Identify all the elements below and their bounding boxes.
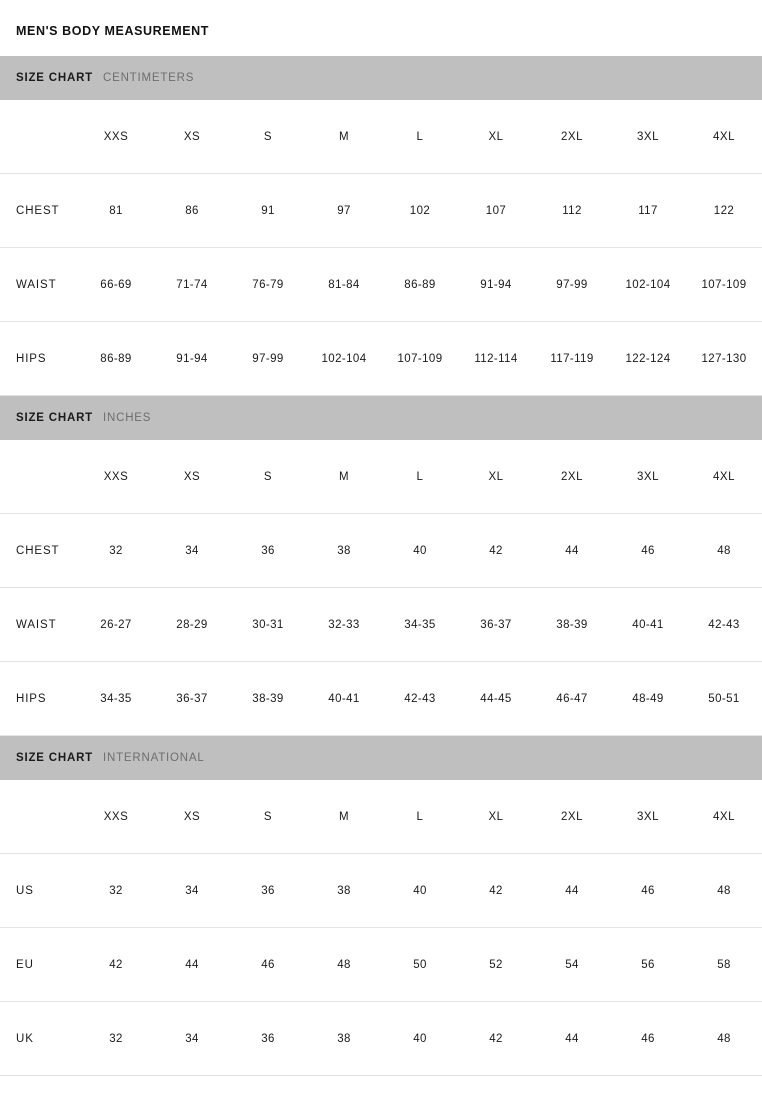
table-cell: 40-41 xyxy=(306,662,382,736)
table-cell: 36-37 xyxy=(458,588,534,662)
row-label: EU xyxy=(0,928,78,1002)
size-chart-section-international xyxy=(0,736,762,1076)
table-cell: 91-94 xyxy=(154,322,230,396)
column-header: XL xyxy=(458,440,534,514)
section-header-unit: CENTIMETERS xyxy=(103,72,195,84)
table-cell: 28-29 xyxy=(154,588,230,662)
table-cell: 48 xyxy=(686,1002,762,1076)
table-cell: 36 xyxy=(230,514,306,588)
table-cell: 86-89 xyxy=(382,248,458,322)
table-cell: 102-104 xyxy=(610,248,686,322)
column-header: M xyxy=(306,100,382,174)
table-cell: 38 xyxy=(306,514,382,588)
table-row xyxy=(0,322,762,396)
row-label: HIPS xyxy=(0,322,78,396)
table-cell: 46 xyxy=(610,854,686,928)
table-cell: 50-51 xyxy=(686,662,762,736)
table-cell: 44 xyxy=(534,854,610,928)
column-header: S xyxy=(230,440,306,514)
table-cell: 91 xyxy=(230,174,306,248)
column-header: M xyxy=(306,780,382,854)
column-header xyxy=(0,100,78,174)
table-cell: 56 xyxy=(610,928,686,1002)
column-header: XS xyxy=(154,440,230,514)
table-cell: 127-130 xyxy=(686,322,762,396)
table-cell: 48 xyxy=(686,514,762,588)
table-cell: 86-89 xyxy=(78,322,154,396)
column-header: 4XL xyxy=(686,100,762,174)
table-cell: 36-37 xyxy=(154,662,230,736)
table-cell: 40 xyxy=(382,854,458,928)
table-row xyxy=(0,928,762,1002)
column-header: 3XL xyxy=(610,780,686,854)
table-cell: 38 xyxy=(306,1002,382,1076)
table-cell: 46-47 xyxy=(534,662,610,736)
table-cell: 40 xyxy=(382,514,458,588)
table-cell: 76-79 xyxy=(230,248,306,322)
table-cell: 58 xyxy=(686,928,762,1002)
table-row xyxy=(0,248,762,322)
table-cell: 71-74 xyxy=(154,248,230,322)
column-header: S xyxy=(230,100,306,174)
table-cell: 122 xyxy=(686,174,762,248)
section-header-international xyxy=(0,736,762,780)
table-cell: 30-31 xyxy=(230,588,306,662)
table-cell: 97 xyxy=(306,174,382,248)
table-row xyxy=(0,514,762,588)
size-chart-section-centimeters xyxy=(0,56,762,396)
table-cell: 42 xyxy=(458,854,534,928)
table-cell: 97-99 xyxy=(230,322,306,396)
section-header-inches xyxy=(0,396,762,440)
table-cell: 44 xyxy=(534,514,610,588)
table-cell: 81-84 xyxy=(306,248,382,322)
table-cell: 102-104 xyxy=(306,322,382,396)
column-header: L xyxy=(382,440,458,514)
table-cell: 42 xyxy=(78,928,154,1002)
column-header xyxy=(0,780,78,854)
table-cell: 44 xyxy=(534,1002,610,1076)
table-row xyxy=(0,174,762,248)
section-header-centimeters xyxy=(0,56,762,100)
row-label: WAIST xyxy=(0,248,78,322)
column-header: 2XL xyxy=(534,780,610,854)
column-header: XXS xyxy=(78,100,154,174)
table-cell: 117-119 xyxy=(534,322,610,396)
table-cell: 46 xyxy=(230,928,306,1002)
row-label: WAIST xyxy=(0,588,78,662)
column-header: 3XL xyxy=(610,440,686,514)
table-cell: 42-43 xyxy=(382,662,458,736)
table-cell: 34-35 xyxy=(78,662,154,736)
size-table-centimeters xyxy=(0,100,762,396)
table-cell: 52 xyxy=(458,928,534,1002)
column-header: 4XL xyxy=(686,440,762,514)
table-cell: 91-94 xyxy=(458,248,534,322)
table-cell: 36 xyxy=(230,1002,306,1076)
row-label: CHEST xyxy=(0,174,78,248)
table-cell: 112-114 xyxy=(458,322,534,396)
table-header-row xyxy=(0,100,762,174)
column-header: XL xyxy=(458,780,534,854)
table-cell: 42 xyxy=(458,1002,534,1076)
table-row xyxy=(0,588,762,662)
column-header: M xyxy=(306,440,382,514)
column-header: XS xyxy=(154,780,230,854)
table-row xyxy=(0,1002,762,1076)
table-cell: 107-109 xyxy=(686,248,762,322)
section-header-label: SIZE CHART xyxy=(16,752,93,764)
column-header: S xyxy=(230,780,306,854)
page-title: MEN'S BODY MEASUREMENT xyxy=(16,24,210,38)
row-label: UK xyxy=(0,1002,78,1076)
column-header: XXS xyxy=(78,440,154,514)
row-label: US xyxy=(0,854,78,928)
table-cell: 48 xyxy=(686,854,762,928)
table-cell: 34-35 xyxy=(382,588,458,662)
row-label: CHEST xyxy=(0,514,78,588)
table-cell: 38-39 xyxy=(534,588,610,662)
table-cell: 26-27 xyxy=(78,588,154,662)
table-cell: 48 xyxy=(306,928,382,1002)
row-label: HIPS xyxy=(0,662,78,736)
table-cell: 46 xyxy=(610,1002,686,1076)
table-cell: 42 xyxy=(458,514,534,588)
table-cell: 66-69 xyxy=(78,248,154,322)
table-row xyxy=(0,662,762,736)
table-cell: 32 xyxy=(78,514,154,588)
section-header-label: SIZE CHART xyxy=(16,412,93,424)
table-cell: 40-41 xyxy=(610,588,686,662)
table-header-row xyxy=(0,780,762,854)
column-header: 4XL xyxy=(686,780,762,854)
table-cell: 54 xyxy=(534,928,610,1002)
table-cell: 32 xyxy=(78,1002,154,1076)
table-cell: 86 xyxy=(154,174,230,248)
table-cell: 50 xyxy=(382,928,458,1002)
table-cell: 38 xyxy=(306,854,382,928)
column-header: XS xyxy=(154,100,230,174)
table-header-row xyxy=(0,440,762,514)
column-header: XL xyxy=(458,100,534,174)
table-cell: 34 xyxy=(154,514,230,588)
table-cell: 40 xyxy=(382,1002,458,1076)
table-cell: 48-49 xyxy=(610,662,686,736)
table-cell: 97-99 xyxy=(534,248,610,322)
section-header-label: SIZE CHART xyxy=(16,72,93,84)
section-header-unit: INTERNATIONAL xyxy=(103,752,205,764)
table-cell: 44-45 xyxy=(458,662,534,736)
column-header: 2XL xyxy=(534,440,610,514)
table-cell: 107-109 xyxy=(382,322,458,396)
column-header: L xyxy=(382,780,458,854)
table-cell: 36 xyxy=(230,854,306,928)
table-row xyxy=(0,854,762,928)
column-header xyxy=(0,440,78,514)
table-cell: 107 xyxy=(458,174,534,248)
table-cell: 38-39 xyxy=(230,662,306,736)
table-cell: 122-124 xyxy=(610,322,686,396)
table-cell: 102 xyxy=(382,174,458,248)
section-header-unit: INCHES xyxy=(103,412,152,424)
table-cell: 112 xyxy=(534,174,610,248)
column-header: L xyxy=(382,100,458,174)
table-cell: 32-33 xyxy=(306,588,382,662)
column-header: 2XL xyxy=(534,100,610,174)
table-cell: 34 xyxy=(154,854,230,928)
table-cell: 44 xyxy=(154,928,230,1002)
size-table-international xyxy=(0,780,762,1076)
table-cell: 117 xyxy=(610,174,686,248)
size-table-inches xyxy=(0,440,762,736)
table-cell: 46 xyxy=(610,514,686,588)
table-cell: 42-43 xyxy=(686,588,762,662)
size-chart-section-inches xyxy=(0,396,762,736)
table-cell: 32 xyxy=(78,854,154,928)
table-cell: 81 xyxy=(78,174,154,248)
column-header: XXS xyxy=(78,780,154,854)
column-header: 3XL xyxy=(610,100,686,174)
table-cell: 34 xyxy=(154,1002,230,1076)
